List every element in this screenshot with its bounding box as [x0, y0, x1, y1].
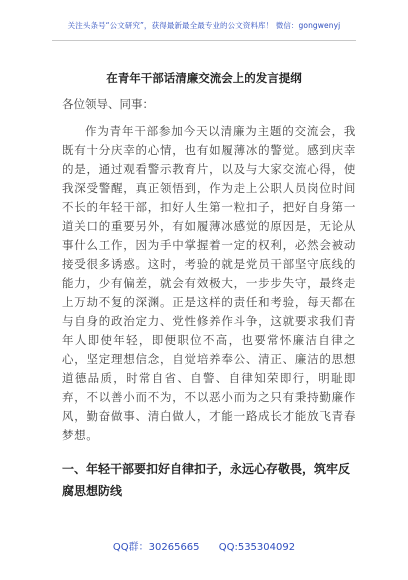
footer-qq-group: QQ群：30265665 — [112, 542, 200, 553]
section-heading: 一、年轻干部要扣好自律扣子，永远心存敬畏，筑牢反腐思想防线 — [62, 462, 351, 498]
header-promo-note: 关注头条号“公文研究”，获得最新最全最专业的公文资料库！ 微信：gongwenyj — [67, 21, 341, 30]
header-divider — [52, 40, 356, 41]
footer-qq-number: QQ:535304092 — [218, 542, 296, 553]
body-paragraph: 作为青年干部参加今天以清廉为主题的交流会，我既有十分庆幸的心情，也有如履薄冰的警觉。感到庆幸的是，通过观看警示教育片，以及与大家交流心得，使我深受警醒，真正领悟到，作为走上公职人员岗位时间不长的年轻干部，扣好人生第一粒扣子，把好自身第一道关口的重要另外，有如履薄冰感觉的原因是，无论从事什么工作，因为手中掌握着一定的权利，必然会被动接受很多诱惑。这时，考验的就是党员干部坚守底线的能力，少有偏差，就会有效极大，一步步失守，最终走上万劫不复的深渊。正是这样的责任和考验，每天都在与自身的政治定力、党性修养作斗争，这就要求我们青年人即使年轻，即便职位不高，也要常怀廉洁自律之心，坚定理想信念，自觉培养奉公、清正、廉洁的思想道德品质，时常自省、自警、自律知荣即行，明耻即弃，不以善小而不为，不以恶小而为之只有秉持勤廉作风，勤奋做事、清白做人，才能一路成长才能放飞青春梦想。 — [62, 124, 356, 442]
document-title: 在青年干部话清廉交流会上的发言提纲 — [106, 71, 302, 85]
footer-contact — [0, 538, 408, 553]
salutation: 各位领导、同事： — [62, 97, 154, 111]
